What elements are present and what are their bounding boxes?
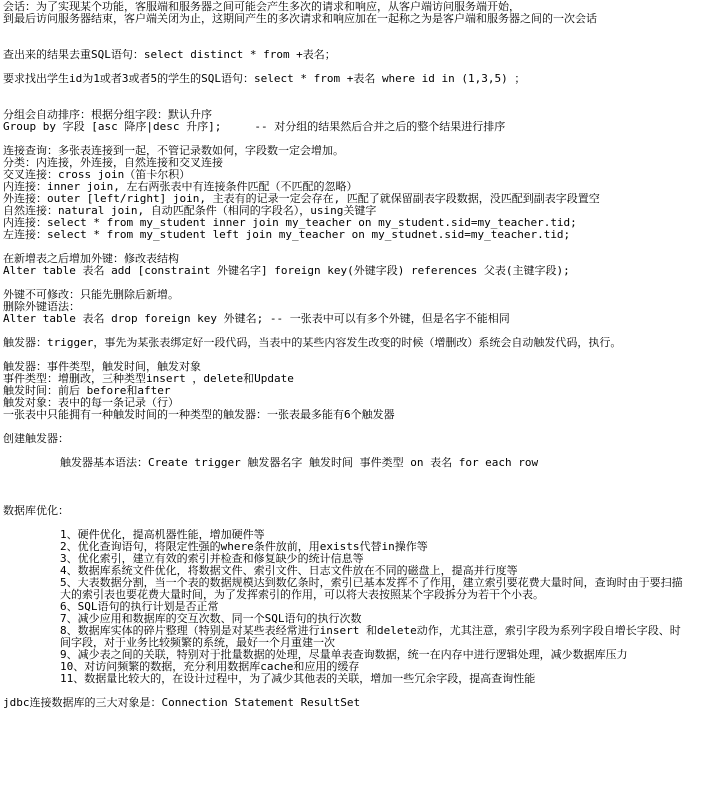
joins-line: 内连接：select * from my_student inner join my_teacher on my_student.sid=my_teacher.tid; [3, 217, 577, 229]
joins-line: 左连接：select * from my_student left join my_teacher on my_studnet.sid=my_teacher.tid; [3, 229, 571, 241]
trigger-parts [3, 361, 725, 421]
joins-line: 外连接：outer [left/right] join, 主表有的记录一定会存在, 匹配了就保留副表字段数据，没匹配到副表字段置空 [3, 193, 600, 205]
db-optimization-list [3, 529, 690, 685]
db-opt-item: 9、减少表之间的关联，特别对于批量数据的处理，尽量单表查询数据，统一在内存中进行逻辑处理，减少数据库压力 [60, 649, 628, 661]
distinct-sql-note: 查出来的结果去重SQL语句：select distinct * from +表名； [3, 49, 336, 61]
trigger-part-line: 触发器：事件类型，触发时间，触发对象 [3, 361, 201, 373]
create-trigger-title: 创建触发器： [3, 433, 69, 445]
fk-drop-line: 外键不可修改：只能先删除后新增。 [3, 289, 179, 301]
joins-line: 连接查询：多张表连接到一起，不管记录数如何，字段数一定会增加。 [3, 145, 344, 157]
trigger-part-line: 触发时间：前后 before和after [3, 385, 171, 397]
group-by-note-line-1: 分组会自动排序：根据分组字段：默认升序 [3, 109, 212, 121]
joins-section [3, 145, 725, 241]
session-intro-line-2: 到最后访问服务器结束，客户端关闭为止，这期间产生的多次请求和响应加在一起称之为是客户端和服务器之间的一次会话 [3, 13, 597, 25]
db-opt-item: 6、SQL语句的执行计划是否正常 [60, 601, 219, 613]
fk-drop-line: 删除外键语法： [3, 301, 80, 313]
db-opt-item: 3、优化索引，建立有效的索引并检查和修复缺少的统计信息等 [60, 553, 364, 565]
fk-add-line-2: Alter table 表名 add [constraint 外键名字] foreign key(外键字段) references 父表(主键字段); [3, 265, 570, 277]
fk-drop-line: Alter table 表名 drop foreign key 外键名; -- 一张表中可以有多个外键，但是名字不能相同 [3, 313, 510, 325]
jdbc-objects-note: jdbc连接数据库的三大对象是：Connection Statement ResultSet [3, 697, 361, 709]
joins-line: 内连接：inner join, 左右两张表中有连接条件匹配（不匹配的忽略） [3, 181, 358, 193]
session-intro-line-1: 会话：为了实现某个功能，客服端和服务器之间可能会产生多次的请求和响应，从客户端访问服务端开始， [3, 1, 520, 13]
joins-line: 分类：内连接，外连接，自然连接和交叉连接 [3, 157, 223, 169]
trigger-part-line: 触发对象：表中的每一条记录（行） [3, 397, 179, 409]
db-opt-item: 1、硬件优化，提高机器性能，增加硬件等 [60, 529, 265, 541]
joins-line: 交叉连接：cross join（笛卡尔积） [3, 169, 191, 181]
db-opt-item: 8、数据库实体的碎片整理（特别是对某些表经常进行insert 和delete动作，尤其注意，索引字段为系列字段自增长字段、时间字段，对于业务比较频繁的系统，最好一个月重建一次 [60, 625, 681, 649]
db-opt-item: 5、大表数据分割，当一个表的数据规模达到数亿条时，索引已基本发挥不了作用，建立索引要花费大量时间，查询时由于要扫描大的索引表也要花费大量时间，为了发挥索引的作用，可以将大表按照某个字段拆分为若干个小表。 [60, 577, 683, 601]
db-opt-item: 7、减少应用和数据库的交互次数、同一个SQL语句的执行次数 [60, 613, 362, 625]
db-opt-item: 10、对访问频繁的数据，充分利用数据库cache和应用的缓存 [60, 661, 360, 673]
db-opt-item: 4、数据库系统文件优化，将数据文件、索引文件、日志文件放在不同的磁盘上，提高并行度等 [60, 565, 518, 577]
db-opt-item: 2、优化查询语句，将限定性强的where条件放前，用exists代替in操作等 [60, 541, 428, 553]
group-by-note-line-2: Group by 字段 [asc 降序|desc 升序]; -- 对分组的结果然后合并之后的整个结果进行排序 [3, 121, 506, 133]
db-optimization-title: 数据库优化： [3, 505, 69, 517]
trigger-definition: 触发器：trigger，事先为某张表绑定好一段代码，当表中的某些内容发生改变的时候（增删改）系统会自动触发代码，执行。 [3, 337, 622, 349]
document-body [3, 0, 725, 709]
create-trigger-syntax: 触发器基本语法：Create trigger 触发器名字 触发时间 事件类型 on 表名 for each row [60, 457, 539, 469]
db-opt-item: 11、数据量比较大的，在设计过程中，为了减少其他表的关联，增加一些冗余字段，提高查询性能 [60, 673, 536, 685]
joins-line: 自然连接：natural join, 自动匹配条件（相同的字段名），using关键字 [3, 205, 377, 217]
in-query-sql-note: 要求找出学生id为1或者3或者5的学生的SQL语句：select * from +表名 where id in (1,3,5) ； [3, 73, 526, 85]
trigger-part-line: 事件类型：增删改，三种类型insert ，delete和Update [3, 373, 294, 385]
fk-add-line-1: 在新增表之后增加外键：修改表结构 [3, 253, 179, 265]
trigger-part-line: 一张表中只能拥有一种触发时间的一种类型的触发器：一张表最多能有6个触发器 [3, 409, 395, 421]
